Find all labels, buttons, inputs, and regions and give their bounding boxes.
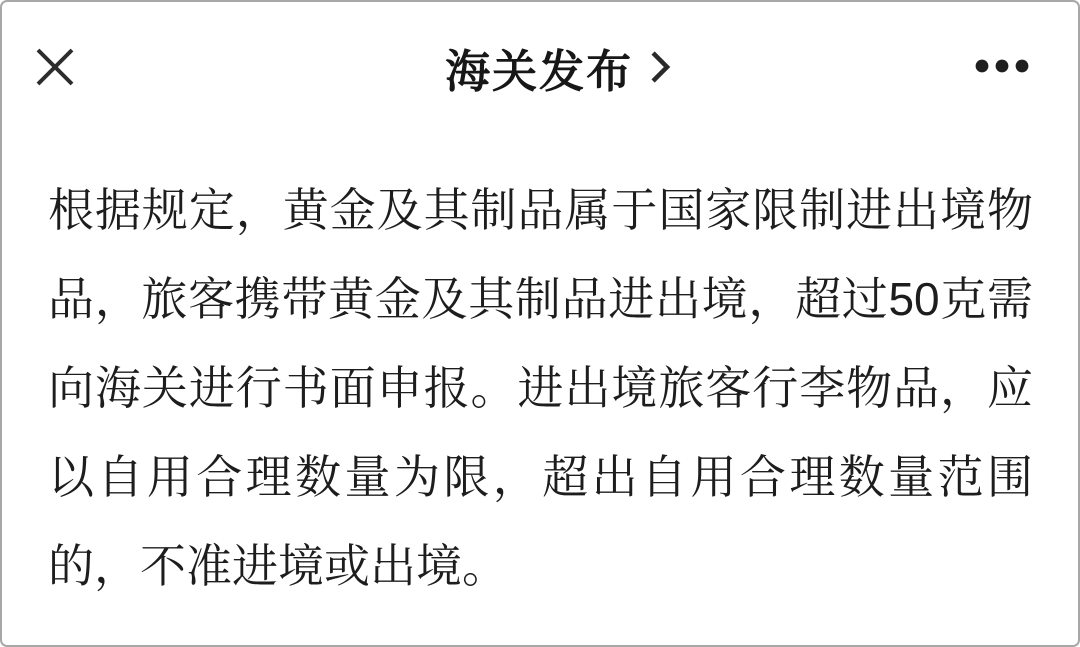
article-text-line: 根据规定，黄金及其制品属于国家限制进出境物 [48,184,1033,236]
top-bar [2,2,1078,132]
more-options-button[interactable] [966,39,1038,93]
account-title-link[interactable] [445,2,671,132]
ellipsis-icon [975,59,1029,73]
article-body [2,132,1078,611]
article-text-line: 品，旅客携带黄金及其制品进出境，超过50克需 [48,273,1033,325]
article-text-line: 的，不准进境或出境。 [48,540,508,592]
page-title: 海关发布 [445,45,634,97]
article-text-line: 以自用合理数量为限，超出自用合理数量范围 [48,451,1033,503]
close-button[interactable] [28,40,82,94]
close-icon [35,47,75,87]
article-text-line: 向海关进行书面申报。进出境旅客行李物品，应 [48,362,1033,414]
chevron-right-icon [649,49,671,85]
